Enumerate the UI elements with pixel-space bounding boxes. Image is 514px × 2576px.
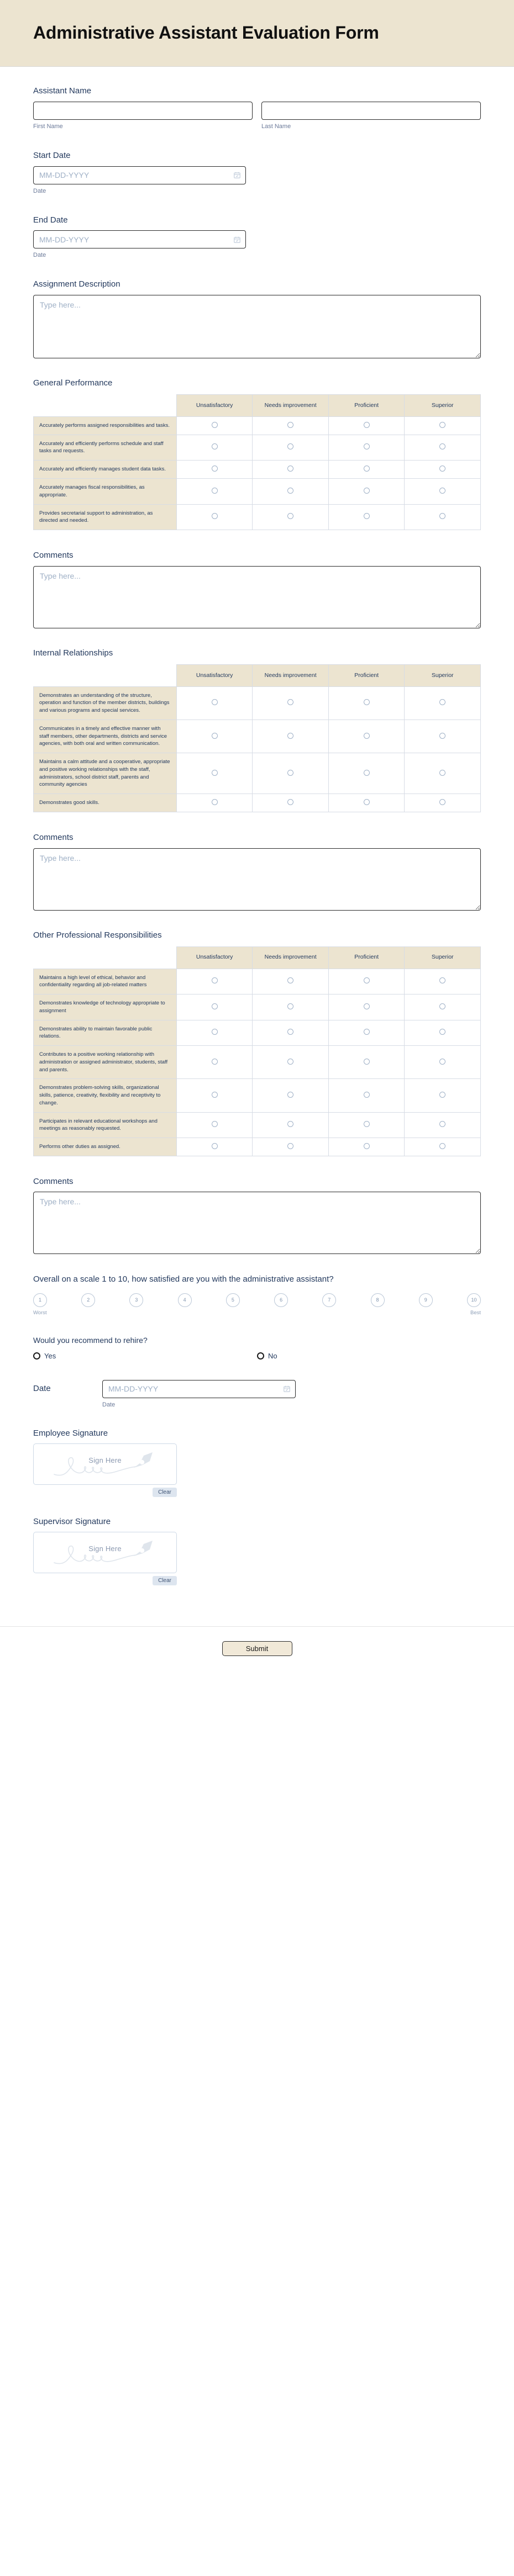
radio-cell[interactable] xyxy=(253,1020,329,1046)
radio-cell[interactable] xyxy=(405,504,481,530)
section-supervisor-signature xyxy=(33,1517,481,1585)
radio-cell[interactable] xyxy=(405,1020,481,1046)
employee-signature-hint: Sign Here xyxy=(88,1456,122,1464)
radio-cell[interactable] xyxy=(405,686,481,720)
end-date-wrapper xyxy=(33,230,246,248)
radio-option-proficient[interactable] xyxy=(364,422,370,428)
scale-option-5[interactable]: 5 xyxy=(226,1293,240,1307)
radio-circle-icon[interactable] xyxy=(257,1352,264,1360)
radio-option-proficient[interactable] xyxy=(364,1121,370,1127)
supervisor-signature-pad[interactable] xyxy=(33,1532,177,1573)
end-date-input[interactable] xyxy=(33,230,246,248)
radio-option-needs-improvement[interactable] xyxy=(287,733,293,739)
radio-option-superior[interactable] xyxy=(439,513,445,519)
radio-cell[interactable] xyxy=(328,504,405,530)
radio-cell[interactable] xyxy=(176,794,253,812)
first-name-input[interactable] xyxy=(33,102,253,120)
rehire-option-no-label: No xyxy=(268,1351,277,1360)
column-header-superior: Superior xyxy=(405,664,481,686)
radio-cell[interactable] xyxy=(328,686,405,720)
radio-option-superior[interactable] xyxy=(439,466,445,472)
radio-option-proficient[interactable] xyxy=(364,513,370,519)
field-comments-internal xyxy=(33,832,481,911)
matrix-body xyxy=(34,969,481,1156)
scale-option-10[interactable]: 10 xyxy=(467,1293,481,1307)
field-comments-other xyxy=(33,1176,481,1255)
radio-cell[interactable] xyxy=(176,969,253,995)
row-label: Participates in relevant educational workshops and meetings as reasonably requested. xyxy=(34,1112,177,1138)
row-label: Demonstrates an understanding of the structure, operation and function of the member districts, buildings and various programs and special services. xyxy=(34,686,177,720)
radio-option-proficient[interactable] xyxy=(364,1059,370,1065)
field-end-date xyxy=(33,215,481,260)
radio-cell[interactable] xyxy=(328,753,405,794)
row-label: Provides secretarial support to administration, as directed and needed. xyxy=(34,504,177,530)
comments-general-textarea[interactable] xyxy=(33,566,481,628)
comments-internal-label: Comments xyxy=(33,833,74,842)
scale-option-7[interactable]: 7 xyxy=(322,1293,336,1307)
supervisor-signature-hint: Sign Here xyxy=(88,1544,122,1553)
radio-cell[interactable] xyxy=(253,416,329,435)
radio-cell[interactable] xyxy=(405,479,481,505)
matrix-header-row xyxy=(34,394,481,416)
radio-cell[interactable] xyxy=(253,1046,329,1079)
form-body xyxy=(0,67,514,1611)
radio-option-proficient[interactable] xyxy=(364,1003,370,1009)
radio-option-superior[interactable] xyxy=(439,770,445,776)
radio-cell[interactable] xyxy=(253,753,329,794)
radio-option-superior[interactable] xyxy=(439,977,445,983)
radio-cell[interactable] xyxy=(253,1079,329,1112)
radio-cell[interactable] xyxy=(176,1112,253,1138)
field-assignment-description xyxy=(33,279,481,358)
table-row xyxy=(34,479,481,505)
radio-cell[interactable] xyxy=(253,1138,329,1156)
row-label: Accurately and efficiently performs schedule and staff tasks and requests. xyxy=(34,435,177,461)
radio-option-needs-improvement[interactable] xyxy=(287,1003,293,1009)
scale-option-3[interactable]: 3 xyxy=(129,1293,143,1307)
matrix-head xyxy=(34,394,481,416)
satisfaction-question: Overall on a scale 1 to 10, how satisfied are you with the administrative assistant? xyxy=(33,1274,334,1284)
radio-cell[interactable] xyxy=(253,969,329,995)
radio-cell[interactable] xyxy=(176,479,253,505)
scale-high-label: Best xyxy=(470,1309,481,1316)
radio-option-unsatisfactory[interactable] xyxy=(212,1003,218,1009)
radio-cell[interactable] xyxy=(253,435,329,461)
row-label: Contributes to a positive working relationship with administration or assigned administrator, students, staff and parents. xyxy=(34,1046,177,1079)
table-row xyxy=(34,1112,481,1138)
form-footer xyxy=(0,1626,514,1673)
final-date-wrapper xyxy=(102,1380,296,1398)
matrix-body xyxy=(34,416,481,530)
page-title: Administrative Assistant Evaluation Form xyxy=(33,23,379,43)
radio-option-needs-improvement[interactable] xyxy=(287,443,293,449)
row-label: Demonstrates ability to maintain favorable public relations. xyxy=(34,1020,177,1046)
radio-cell[interactable] xyxy=(405,1079,481,1112)
radio-cell[interactable] xyxy=(405,461,481,479)
radio-option-unsatisfactory[interactable] xyxy=(212,1121,218,1127)
scale-option-4[interactable]: 4 xyxy=(178,1293,192,1307)
matrix-corner-cell xyxy=(34,946,177,969)
radio-cell[interactable] xyxy=(176,1046,253,1079)
section-rehire xyxy=(33,1336,481,1360)
signature-pen-icon xyxy=(50,1537,160,1569)
radio-option-superior[interactable] xyxy=(439,443,445,449)
radio-cell[interactable] xyxy=(253,794,329,812)
radio-option-unsatisfactory[interactable] xyxy=(212,466,218,472)
radio-cell[interactable] xyxy=(253,995,329,1020)
radio-option-needs-improvement[interactable] xyxy=(287,799,293,805)
column-header-needs-improvement: Needs improvement xyxy=(253,946,329,969)
radio-option-proficient[interactable] xyxy=(364,488,370,494)
internal-relationships-title: Internal Relationships xyxy=(33,648,113,658)
last-name-input[interactable] xyxy=(261,102,481,120)
satisfaction-scale-row xyxy=(33,1293,481,1307)
radio-option-proficient[interactable] xyxy=(364,1029,370,1035)
row-label: Accurately manages fiscal responsibilities, as appropriate. xyxy=(34,479,177,505)
table-row xyxy=(34,461,481,479)
radio-cell[interactable] xyxy=(405,1138,481,1156)
radio-option-proficient[interactable] xyxy=(364,466,370,472)
radio-option-unsatisfactory[interactable] xyxy=(212,488,218,494)
start-date-input[interactable] xyxy=(33,166,246,184)
radio-option-proficient[interactable] xyxy=(364,1143,370,1149)
radio-option-proficient[interactable] xyxy=(364,977,370,983)
table-row xyxy=(34,1046,481,1079)
table-row xyxy=(34,794,481,812)
radio-cell[interactable] xyxy=(176,995,253,1020)
radio-cell[interactable] xyxy=(328,435,405,461)
scale-option-6[interactable]: 6 xyxy=(274,1293,288,1307)
column-header-proficient: Proficient xyxy=(328,946,405,969)
radio-option-proficient[interactable] xyxy=(364,770,370,776)
employee-signature-label: Employee Signature xyxy=(33,1428,108,1438)
radio-option-superior[interactable] xyxy=(439,699,445,705)
radio-cell[interactable] xyxy=(328,995,405,1020)
final-date-input[interactable] xyxy=(102,1380,296,1398)
matrix-corner-cell xyxy=(34,394,177,416)
radio-option-superior[interactable] xyxy=(439,1003,445,1009)
comments-other-label: Comments xyxy=(33,1176,74,1186)
radio-option-needs-improvement[interactable] xyxy=(287,1059,293,1065)
radio-option-proficient[interactable] xyxy=(364,699,370,705)
field-final-date xyxy=(33,1380,481,1409)
section-satisfaction-scale xyxy=(33,1274,481,1315)
comments-other-textarea[interactable] xyxy=(33,1192,481,1254)
last-name-col xyxy=(261,102,481,130)
radio-option-needs-improvement[interactable] xyxy=(287,466,293,472)
radio-option-proficient[interactable] xyxy=(364,799,370,805)
form-header xyxy=(0,0,514,67)
radio-cell[interactable] xyxy=(405,969,481,995)
first-name-col xyxy=(33,102,253,130)
row-label: Demonstrates problem-solving skills, organizational skills, patience, creativity, flexibility and receptivity to change. xyxy=(34,1079,177,1112)
row-label: Maintains a high level of ethical, behavior and confidentiality regarding all job-related matters xyxy=(34,969,177,995)
supervisor-signature-clear-button[interactable]: Clear xyxy=(153,1576,177,1585)
radio-cell[interactable] xyxy=(328,720,405,753)
radio-cell[interactable] xyxy=(253,461,329,479)
radio-option-needs-improvement[interactable] xyxy=(287,1121,293,1127)
radio-option-needs-improvement[interactable] xyxy=(287,1092,293,1098)
rehire-option-no[interactable] xyxy=(257,1352,481,1360)
section-other-professional-responsibilities xyxy=(33,930,481,1156)
comments-internal-textarea[interactable] xyxy=(33,848,481,911)
radio-option-needs-improvement[interactable] xyxy=(287,699,293,705)
radio-cell[interactable] xyxy=(328,461,405,479)
matrix-body xyxy=(34,686,481,812)
section-general-performance xyxy=(33,378,481,530)
field-assistant-name xyxy=(33,86,481,130)
radio-option-unsatisfactory[interactable] xyxy=(212,1092,218,1098)
final-date-row xyxy=(33,1380,481,1409)
first-name-sub-label: First Name xyxy=(33,123,63,130)
radio-cell[interactable] xyxy=(253,720,329,753)
column-header-proficient: Proficient xyxy=(328,664,405,686)
radio-option-unsatisfactory[interactable] xyxy=(212,513,218,519)
radio-cell[interactable] xyxy=(176,720,253,753)
radio-cell[interactable] xyxy=(328,416,405,435)
radio-option-unsatisfactory[interactable] xyxy=(212,977,218,983)
radio-option-needs-improvement[interactable] xyxy=(287,977,293,983)
matrix-head xyxy=(34,664,481,686)
final-date-control xyxy=(102,1380,296,1409)
other-professional-matrix xyxy=(33,946,481,1156)
submit-button[interactable]: Submit xyxy=(222,1641,292,1656)
radio-cell[interactable] xyxy=(176,1079,253,1112)
radio-cell[interactable] xyxy=(328,1020,405,1046)
table-row xyxy=(34,753,481,794)
radio-cell[interactable] xyxy=(405,416,481,435)
radio-option-superior[interactable] xyxy=(439,1092,445,1098)
radio-option-needs-improvement[interactable] xyxy=(287,770,293,776)
rehire-question: Would you recommend to rehire? xyxy=(33,1335,148,1345)
radio-cell[interactable] xyxy=(176,461,253,479)
radio-option-superior[interactable] xyxy=(439,1029,445,1035)
column-header-needs-improvement: Needs improvement xyxy=(253,394,329,416)
scale-option-2[interactable]: 2 xyxy=(81,1293,95,1307)
radio-option-unsatisfactory[interactable] xyxy=(212,699,218,705)
radio-cell[interactable] xyxy=(405,435,481,461)
radio-cell[interactable] xyxy=(405,720,481,753)
radio-option-needs-improvement[interactable] xyxy=(287,1143,293,1149)
table-row xyxy=(34,995,481,1020)
scale-option-1[interactable]: 1 xyxy=(33,1293,47,1307)
column-header-unsatisfactory: Unsatisfactory xyxy=(176,664,253,686)
last-name-sub-label: Last Name xyxy=(261,123,291,130)
end-date-sub-label: Date xyxy=(33,252,46,259)
rehire-option-yes[interactable] xyxy=(33,1352,257,1360)
radio-cell[interactable] xyxy=(328,794,405,812)
radio-cell[interactable] xyxy=(405,794,481,812)
employee-signature-pad[interactable] xyxy=(33,1443,177,1485)
radio-cell[interactable] xyxy=(176,686,253,720)
radio-cell[interactable] xyxy=(176,1138,253,1156)
employee-signature-wrapper xyxy=(33,1443,177,1497)
radio-cell[interactable] xyxy=(328,1138,405,1156)
table-row xyxy=(34,504,481,530)
radio-cell[interactable] xyxy=(176,416,253,435)
supervisor-signature-clear-row xyxy=(33,1576,177,1585)
radio-option-unsatisfactory[interactable] xyxy=(212,1143,218,1149)
radio-cell[interactable] xyxy=(253,504,329,530)
radio-cell[interactable] xyxy=(405,753,481,794)
employee-signature-clear-button[interactable]: Clear xyxy=(153,1488,177,1497)
radio-option-unsatisfactory[interactable] xyxy=(212,1059,218,1065)
column-header-superior: Superior xyxy=(405,946,481,969)
radio-option-superior[interactable] xyxy=(439,1121,445,1127)
radio-cell[interactable] xyxy=(253,479,329,505)
field-comments-general xyxy=(33,550,481,628)
start-date-sub-label: Date xyxy=(33,187,46,194)
radio-option-unsatisfactory[interactable] xyxy=(212,422,218,428)
column-header-needs-improvement: Needs improvement xyxy=(253,664,329,686)
radio-cell[interactable] xyxy=(328,479,405,505)
radio-cell[interactable] xyxy=(176,1020,253,1046)
supervisor-signature-wrapper xyxy=(33,1532,177,1585)
start-date-wrapper xyxy=(33,166,246,184)
radio-circle-icon[interactable] xyxy=(33,1352,40,1360)
internal-relationships-matrix xyxy=(33,664,481,812)
column-header-unsatisfactory: Unsatisfactory xyxy=(176,394,253,416)
radio-option-needs-improvement[interactable] xyxy=(287,1029,293,1035)
radio-option-proficient[interactable] xyxy=(364,1092,370,1098)
radio-option-unsatisfactory[interactable] xyxy=(212,1029,218,1035)
signature-pen-icon xyxy=(50,1449,160,1481)
matrix-head xyxy=(34,946,481,969)
radio-option-unsatisfactory[interactable] xyxy=(212,799,218,805)
column-header-unsatisfactory: Unsatisfactory xyxy=(176,946,253,969)
radio-option-needs-improvement[interactable] xyxy=(287,513,293,519)
radio-option-proficient[interactable] xyxy=(364,733,370,739)
rehire-option-yes-label: Yes xyxy=(44,1351,56,1360)
other-professional-title: Other Professional Responsibilities xyxy=(33,930,162,940)
supervisor-signature-label: Supervisor Signature xyxy=(33,1516,111,1526)
final-date-label: Date xyxy=(33,1383,51,1393)
column-header-proficient: Proficient xyxy=(328,394,405,416)
scale-option-8[interactable]: 8 xyxy=(371,1293,385,1307)
employee-signature-clear-row xyxy=(33,1488,177,1497)
bottom-spacer xyxy=(33,1605,481,1611)
table-row xyxy=(34,686,481,720)
row-label: Accurately performs assigned responsibilities and tasks. xyxy=(34,416,177,435)
table-row xyxy=(34,720,481,753)
assistant-name-row xyxy=(33,102,481,130)
row-label: Demonstrates good skills. xyxy=(34,794,177,812)
general-performance-matrix xyxy=(33,394,481,530)
radio-option-needs-improvement[interactable] xyxy=(287,422,293,428)
row-label: Communicates in a timely and effective manner with staff members, other departments, districts and service agencies, with both oral and written communication. xyxy=(34,720,177,753)
matrix-header-row xyxy=(34,664,481,686)
scale-option-9[interactable]: 9 xyxy=(419,1293,433,1307)
rehire-options-row xyxy=(33,1352,481,1360)
radio-option-superior[interactable] xyxy=(439,1059,445,1065)
row-label: Maintains a calm attitude and a cooperative, appropriate and positive working relationships with the staff, administrators, school district staff, parents and community agencies xyxy=(34,753,177,794)
radio-option-unsatisfactory[interactable] xyxy=(212,443,218,449)
table-row xyxy=(34,1138,481,1156)
radio-cell[interactable] xyxy=(328,1046,405,1079)
assignment-description-textarea[interactable] xyxy=(33,295,481,358)
start-date-label: Start Date xyxy=(33,151,71,161)
radio-option-proficient[interactable] xyxy=(364,443,370,449)
radio-cell[interactable] xyxy=(405,1112,481,1138)
satisfaction-scale-endpoints xyxy=(33,1310,481,1316)
general-performance-title: General Performance xyxy=(33,378,113,388)
radio-cell[interactable] xyxy=(328,1112,405,1138)
comments-general-label: Comments xyxy=(33,551,74,560)
scale-low-label: Worst xyxy=(33,1309,47,1316)
table-row xyxy=(34,969,481,995)
radio-option-superior[interactable] xyxy=(439,1143,445,1149)
radio-cell[interactable] xyxy=(176,753,253,794)
radio-cell[interactable] xyxy=(176,435,253,461)
radio-cell[interactable] xyxy=(176,504,253,530)
field-start-date xyxy=(33,150,481,195)
matrix-corner-cell xyxy=(34,664,177,686)
final-date-sub-label: Date xyxy=(102,1401,116,1408)
row-label: Demonstrates knowledge of technology appropriate to assignment xyxy=(34,995,177,1020)
radio-option-unsatisfactory[interactable] xyxy=(212,770,218,776)
table-row xyxy=(34,1020,481,1046)
radio-cell[interactable] xyxy=(328,969,405,995)
column-header-superior: Superior xyxy=(405,394,481,416)
radio-option-superior[interactable] xyxy=(439,422,445,428)
table-row xyxy=(34,435,481,461)
radio-cell[interactable] xyxy=(328,1079,405,1112)
table-row xyxy=(34,1079,481,1112)
radio-option-unsatisfactory[interactable] xyxy=(212,733,218,739)
table-row xyxy=(34,416,481,435)
radio-cell[interactable] xyxy=(253,686,329,720)
row-label: Accurately and efficiently manages student data tasks. xyxy=(34,461,177,479)
radio-cell[interactable] xyxy=(253,1112,329,1138)
assistant-name-label: Assistant Name xyxy=(33,86,92,96)
section-employee-signature xyxy=(33,1429,481,1497)
matrix-header-row xyxy=(34,946,481,969)
radio-cell[interactable] xyxy=(405,995,481,1020)
assignment-description-label: Assignment Description xyxy=(33,279,120,289)
radio-option-needs-improvement[interactable] xyxy=(287,488,293,494)
radio-option-superior[interactable] xyxy=(439,488,445,494)
end-date-label: End Date xyxy=(33,215,68,225)
radio-cell[interactable] xyxy=(405,1046,481,1079)
radio-option-superior[interactable] xyxy=(439,733,445,739)
section-internal-relationships xyxy=(33,648,481,812)
radio-option-superior[interactable] xyxy=(439,799,445,805)
row-label: Performs other duties as assigned. xyxy=(34,1138,177,1156)
